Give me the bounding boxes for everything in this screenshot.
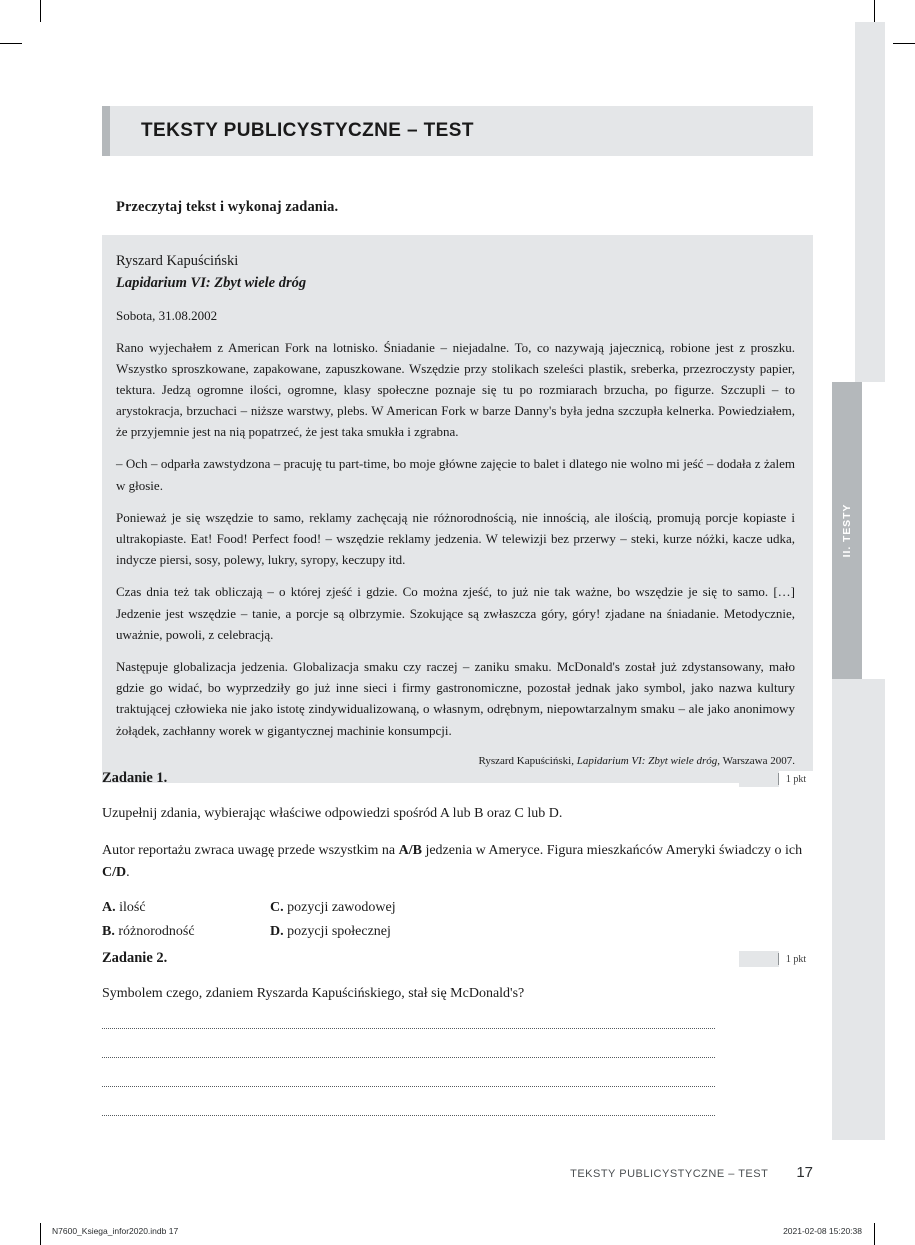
task-2 xyxy=(102,950,813,1144)
option-b-label: B. xyxy=(102,923,115,939)
footer-section-title: TEKSTY PUBLICYSTYCZNE – TEST xyxy=(570,1168,769,1180)
section-tab xyxy=(832,382,862,679)
passage-source-attribution xyxy=(116,754,795,769)
task-1 xyxy=(102,770,813,943)
passage-title: Lapidarium VI: Zbyt wiele dróg xyxy=(116,275,307,292)
page-title: TEKSTY PUBLICYSTYCZNE – TEST xyxy=(141,120,474,141)
passage-paragraph: Następuje globalizacja jedzenia. Globalizacja smaku czy raczej – zaniku smaku. McDonald's został już zdystansowany, mało gdzie go widać, bo wyprzedziły go już inne sieci i firmy gastronomiczne, pozostał jednak jako symbol, jako nazwa kultury traktującej człowieka nie jako istotę zindywidualizowaną, o własnym, odrębnym, niepowtarzalnym smaku – ale jako anonimowy żołądek, zachłanny worek w gigantycznej machinie konsumpcji. xyxy=(116,658,795,738)
option-b-text: różnorodność xyxy=(118,923,195,939)
edge-band-upper xyxy=(855,22,885,382)
points-badge-fill xyxy=(739,951,778,967)
task-2-title: Zadanie 2. xyxy=(102,950,168,966)
prompt-segment: jedzenia w Ameryce. Figura mieszkańców Ameryki świadczy o ich xyxy=(421,842,803,858)
task-1-points-value: 1 pkt xyxy=(779,771,813,787)
option-c-text: pozycji zawodowej xyxy=(287,900,396,916)
task-2-points-value: 1 pkt xyxy=(779,951,813,967)
printmark-file: N7600_Ksiega_infor2020.indb 17 xyxy=(52,1226,179,1236)
crop-mark-top-left-horizontal xyxy=(0,43,22,44)
printmark-timestamp: 2021-02-08 15:20:38 xyxy=(783,1226,862,1236)
option-c[interactable] xyxy=(270,896,438,920)
task-1-points-badge xyxy=(739,771,813,787)
task-1-prompt xyxy=(102,840,813,885)
page-footer xyxy=(570,1164,813,1181)
answer-line[interactable] xyxy=(102,1057,715,1058)
crop-mark-top-right-vertical xyxy=(874,0,875,22)
option-row xyxy=(102,920,813,944)
option-c-label: C. xyxy=(270,900,284,916)
crop-mark-bottom-left-vertical xyxy=(40,1223,41,1245)
option-d-text: pozycji społecznej xyxy=(287,923,391,939)
prompt-choice-ab: A/B xyxy=(398,842,422,858)
option-d[interactable] xyxy=(270,920,438,944)
points-badge-fill xyxy=(739,771,778,787)
option-b[interactable] xyxy=(102,920,270,944)
prompt-segment: . xyxy=(126,865,130,881)
passage-paragraph: Ponieważ je się wszędzie to samo, reklamy zachęcają nie różnorodnością, nie innością, ale ilością, promują porcje kopiaste i ultrakopiaste. Eat! Food! Perfect food! – wszędzie reklamy jedzenia. W telewizji bez przerwy – steki, kurze nóżki, kacze udka, indycze piersi, sosy, polewy, lukry, syropy, keczupy itd. xyxy=(116,509,795,568)
task-1-instruction: Uzupełnij zdania, wybierając właściwe odpowiedzi spośród A lub B oraz C lub D. xyxy=(102,806,563,821)
option-a-label: A. xyxy=(102,900,116,916)
task-1-options xyxy=(102,896,813,943)
answer-line[interactable] xyxy=(102,1028,715,1029)
prompt-choice-cd: C/D xyxy=(102,865,127,881)
task-1-title: Zadanie 1. xyxy=(102,770,168,786)
option-a[interactable] xyxy=(102,896,270,920)
passage-author: Ryszard Kapuściński xyxy=(116,253,239,269)
option-d-label: D. xyxy=(270,923,284,939)
task-2-points-badge xyxy=(739,951,813,967)
passage-date: Sobota, 31.08.2002 xyxy=(116,308,218,324)
source-prefix: Ryszard Kapuściński, xyxy=(478,754,577,767)
title-accent-bar xyxy=(102,106,110,156)
task-2-answer-lines xyxy=(102,1028,813,1116)
option-a-text: ilość xyxy=(119,900,146,916)
passage-paragraph: – Och – odparła zawstydzona – pracuję tu part-time, bo moje główne zajęcie to balet i dlatego nie wolno mi jeść – dodała z żalem w głosie. xyxy=(116,456,795,493)
crop-mark-bottom-right-vertical xyxy=(874,1223,875,1245)
passage-paragraph: Rano wyjechałem z American Fork na lotnisko. Śniadanie – niejadalne. To, co nazywają jajecznicą, robione jest z proszku. Wszystko sproszkowane, zapakowane, zapuszkowane. Wszędzie przy stolikach szeleści plastik, sreberka, przezroczysty papier, tektura. Jedzą ogromne ilości, ogromne, klasy społeczne poznaje się tu po rozmiarach brzucha, po figurze. Szczupli – to arystokracja, brzuchaci – niższe warstwy, plebs. W American Fork w barze Danny's była jedna szczupła kelnerka. Powiedziałem, że przyjemnie jest na nią popatrzeć, że jest taka smukła i zgrabna. xyxy=(116,339,795,440)
source-title: Lapidarium VI: Zbyt wiele dróg xyxy=(576,754,718,767)
reading-instruction: Przeczytaj tekst i wykonaj zadania. xyxy=(116,199,339,215)
prompt-segment: Autor reportażu zwraca uwagę przede wszystkim na xyxy=(102,842,399,858)
passage-box xyxy=(102,235,813,783)
page-title-banner xyxy=(102,106,813,156)
passage-paragraph: Czas dnia też tak obliczają – o której zjeść i gdzie. Co można zjeść, to już nie tak ważne, bo wszędzie je się to samo. […] Jedzenie jest wszędzie – tanie, a porcje są olbrzymie. Szokujące są zwłaszcza góry, góry! zjadane na śniadanie. Metodycznie, uważnie, powoli, z celebracją. xyxy=(116,584,795,642)
answer-line[interactable] xyxy=(102,1086,715,1087)
section-tab-label: II. TESTY xyxy=(841,503,853,558)
footer-page-number: 17 xyxy=(796,1164,813,1181)
edge-band-lower xyxy=(832,679,885,1140)
option-row xyxy=(102,896,813,920)
answer-line[interactable] xyxy=(102,1115,715,1116)
crop-mark-top-left-vertical xyxy=(40,0,41,22)
task-1-header xyxy=(102,770,813,792)
task-2-question: Symbolem czego, zdaniem Ryszarda Kapuścińskiego, stał się McDonald's? xyxy=(102,986,525,1001)
source-suffix: , Warszawa 2007. xyxy=(717,754,795,767)
crop-mark-top-right-horizontal xyxy=(893,43,915,44)
task-2-header xyxy=(102,950,813,972)
